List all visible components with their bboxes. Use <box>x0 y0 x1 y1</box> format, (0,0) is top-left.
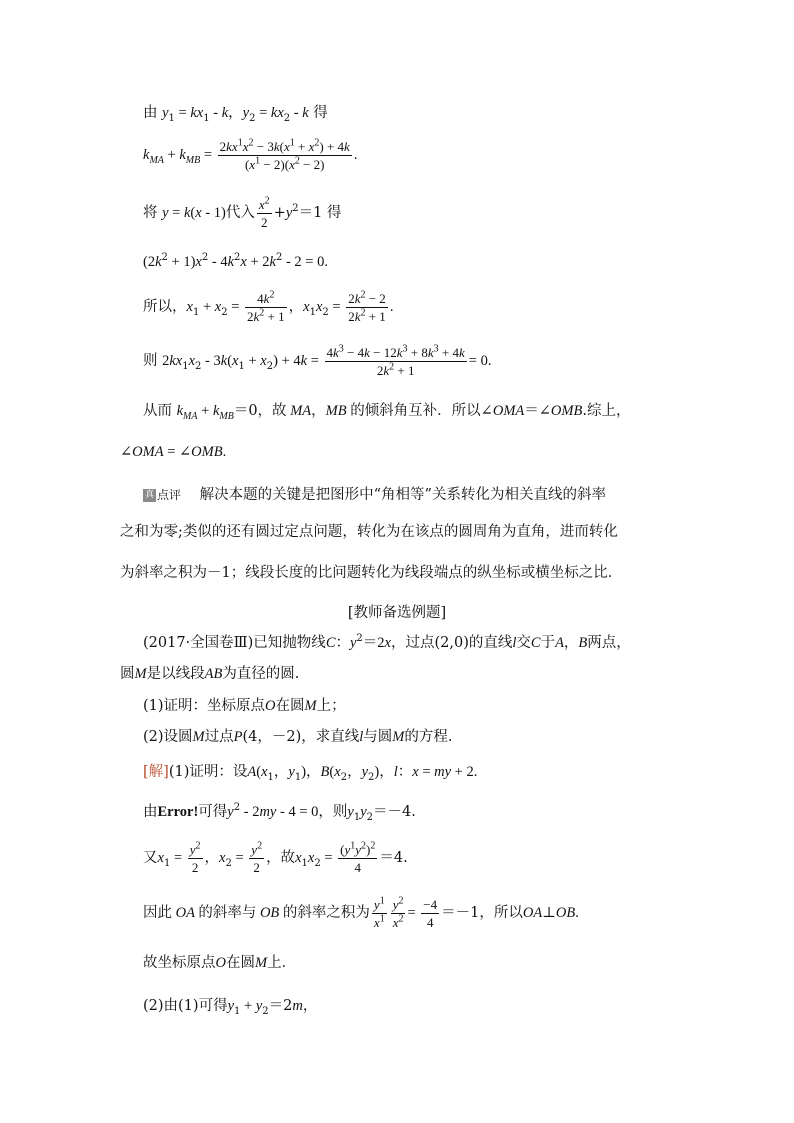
text: 因此 <box>143 905 172 921</box>
text: (2)设圆 <box>143 729 193 745</box>
comment-badge-icon: 真 <box>145 490 155 500</box>
error-text: Error! <box>157 804 199 820</box>
text: 在圆 <box>225 955 255 971</box>
text: (2)由(1)可得 <box>143 998 228 1014</box>
text: ，过点(2,0)的直线 <box>390 635 513 651</box>
text: 所以， <box>143 299 187 315</box>
text: 为直径的圆. <box>222 666 300 682</box>
section-title: [教师备选例题] <box>347 605 447 621</box>
line-8: ∠OMA = ∠OMB. <box>120 444 227 460</box>
text: ， <box>302 998 318 1014</box>
text: ＝∠ <box>524 403 551 419</box>
text: (1)证明：坐标原点 <box>143 698 266 714</box>
text: 代入 <box>225 205 255 221</box>
text: 与圆 <box>363 729 393 745</box>
text: 的倾斜角互补．所以∠ <box>350 403 493 419</box>
fraction: $\frac{x^2}{2}$ <box>258 195 270 230</box>
question-part-2: (2)设圆M过点P(4，－2)，求直线l与圆M的方程. <box>143 729 453 745</box>
text: ＝1 得 <box>298 205 342 221</box>
solution-line-6: (2)由(1)可得$y_1 + y_2=2m$， <box>143 998 318 1017</box>
fraction: $\frac{4k^3 - 4k - 12k^3 + 8k^3 + 4k}{2k^2 + 1}$ <box>326 343 465 378</box>
text: ，则 <box>318 804 348 820</box>
text: 又 <box>143 850 158 866</box>
text: ＝－1，所以 <box>441 905 523 921</box>
question-line-1: (2017·全国卷Ⅲ)已知抛物线C：$y^2=2x$，过点(2,0)的直线l交C于A，B两点， <box>143 633 631 651</box>
comment-line-3: 为斜率之积为－1；线段长度的比问题转化为线段端点的纵坐标或横坐标之比． <box>120 565 623 581</box>
fraction: $\frac{-4}{4}$ <box>423 896 438 930</box>
text: ， <box>288 299 304 315</box>
text: 可得 <box>198 804 228 820</box>
text: ： <box>335 635 350 651</box>
text: ， <box>228 105 243 121</box>
text: ＝4. <box>379 850 408 866</box>
text: .综上， <box>582 403 631 419</box>
solution-line-4: 因此 OA 的斜率与 OB 的斜率之积为 $\frac{y^1}{x^1}$ $\frac{y^2}{x^2}$ = $\frac{-4}{4}$ ＝－1，所以OA⊥OB. <box>143 895 579 930</box>
line-6: 则 $2kx_1x_2 - 3k(x_1 + x_2) + 4k$ = $\frac{4k^3 - 4k - 12k^3 + 8k^3 + 4k}{2k^2 + 1}$ = 0. <box>143 343 492 378</box>
text: ＝0，故 <box>233 403 287 419</box>
text: 两点， <box>587 635 631 651</box>
text: 的斜率与 <box>198 905 257 921</box>
text: ＝－4. <box>373 804 416 820</box>
comment-line-1 <box>143 485 606 505</box>
text: ⊥ <box>542 905 556 921</box>
text: 的方程. <box>404 729 453 745</box>
text: ， <box>204 850 220 866</box>
line-4: $(2k^2 + 1)x^2 - 4k^2x + 2k^2 - 2 = 0$. <box>143 252 328 270</box>
solution-tag: [解] <box>143 764 169 780</box>
text: 故坐标原点 <box>143 955 216 971</box>
solution-line-1: [解](1)证明：设$A(x_1$，$y_1$)，$B(x_2$，$y_2$)，l：x = my + 2. <box>143 764 478 783</box>
fraction: $\frac{2kx^1x^2 - 3k(x^1 + x^2) + 4k}{(x^1 - 2)(x^2 - 2)}$ <box>219 137 350 172</box>
text: 过点 <box>204 729 234 745</box>
text: ∠ <box>120 444 133 460</box>
fraction: $\frac{y^1}{x^1}$ <box>373 895 385 930</box>
solution-line-3: 又$x_1$ = $\frac{y^2}{2}$ ，$x_2$ = $\frac{y^2}{2}$ ，故$x_1x_2$ = $\frac{(y^1y^2)^2}{4}$ ＝4. <box>143 840 408 875</box>
text: (1)证明：设 <box>168 764 248 780</box>
fraction: $\frac{2k^2 - 2}{2k^2 + 1}$ <box>348 289 386 324</box>
fraction: $\frac{4k^2}{2k^2 + 1}$ <box>247 289 285 324</box>
comment-label: 点评 <box>157 488 182 502</box>
text: ＝2 <box>268 998 293 1014</box>
solution-line-5: 故坐标原点O在圆M上． <box>143 955 297 971</box>
text: 圆 <box>120 666 135 682</box>
fraction: $\frac{y^2}{x^2}$ <box>392 895 404 930</box>
text: 于 <box>540 635 556 651</box>
question-part-1: (1)证明：坐标原点O在圆M上； <box>143 698 346 714</box>
text: 从而 <box>143 403 177 419</box>
text: 将 <box>143 205 158 221</box>
text: 的斜率之积为 <box>282 905 370 921</box>
text: 上． <box>267 955 297 971</box>
text: 则 <box>143 353 163 369</box>
solution-line-2: 由Error!可得$y^2 - 2my - 4 = 0$，则$y_1y_2=-4$. <box>143 802 416 823</box>
text: + <box>273 205 286 221</box>
line-2-formula: $k_{MA} + k_{MB}$ = $\frac{2kx^1x^2 - 3k(x^1 + x^2) + 4k}{(x^1 - 2)(x^2 - 2)}$ . <box>143 137 358 172</box>
text: 是以线段 <box>146 666 205 682</box>
line-7: 从而 $k_{MA} + k_{MB}=0$，故 MA，MB 的倾斜角互补．所以∠OMA＝∠OMB.综上， <box>143 403 631 422</box>
text: 由 <box>143 105 158 121</box>
comment-line-2: 之和为零;类似的还有圆过定点问题，转化为在该点的圆周角为直角，进而转化 <box>120 524 618 540</box>
text: 交 <box>516 635 531 651</box>
line-3: 将 y = k(x - 1)代入 $\frac{x^2}{2}$ $+y^2=1$ 得 <box>143 195 342 230</box>
comment-text: 解决本题的关键是把图形中“角相等”关系转化为相关直线的斜率 <box>199 487 606 503</box>
text: 得 <box>313 105 328 121</box>
fraction: $\frac{y^2}{2}$ <box>251 840 263 875</box>
line-5: 所以，$x_1 + x_2$ = $\frac{4k^2}{2k^2 + 1}$ ，$x_1x_2$ = $\frac{2k^2 - 2}{2k^2 + 1}$ . <box>143 289 394 324</box>
text: (4，－2)，求直线 <box>242 729 360 745</box>
fraction: $\frac{(y^1y^2)^2}{4}$ <box>340 840 376 875</box>
text: ， <box>563 635 579 651</box>
text: ，故 <box>266 850 296 866</box>
fraction: $\frac{y^2}{2}$ <box>189 840 201 875</box>
text: 在圆 <box>275 698 305 714</box>
text: 由 <box>143 804 158 820</box>
text: (2017·全国卷Ⅲ)已知抛物线 <box>143 635 326 651</box>
question-line-2: 圆M是以线段AB为直径的圆. <box>120 666 300 682</box>
line-1: 由 $y_1 = kx_1 - k$，$y_2 = kx_2 - k$ 得 <box>143 105 328 124</box>
text: ， <box>311 403 326 419</box>
text: 上； <box>316 698 346 714</box>
